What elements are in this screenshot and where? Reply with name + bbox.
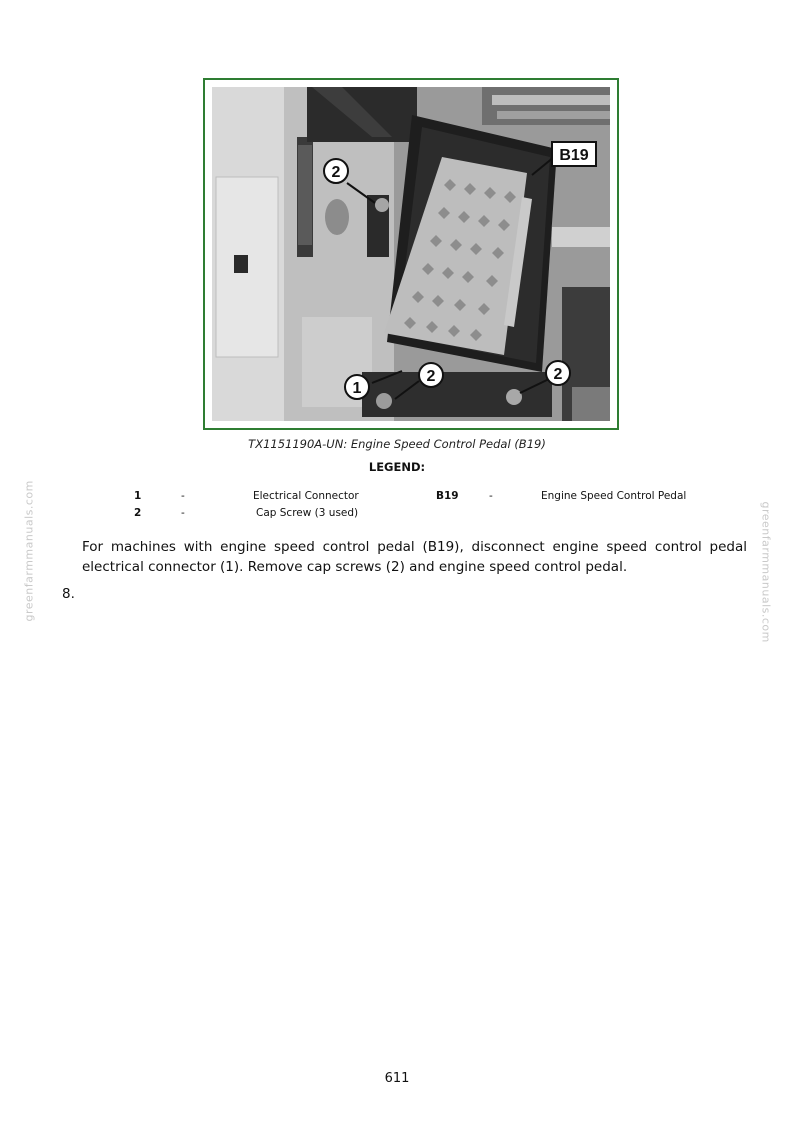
figure-caption: TX1151190A-UN: Engine Speed Control Pedal (B19)	[248, 437, 546, 451]
watermark-right: greenfarmmanuals.com	[759, 501, 773, 643]
figure-frame	[203, 78, 619, 430]
legend-dash-b19: -	[489, 490, 493, 502]
callout-b19	[552, 142, 596, 166]
legend-key-1: 1	[134, 490, 142, 502]
legend-key-2: 2	[134, 507, 142, 519]
page-number: 611	[384, 1071, 410, 1086]
callout-2-bottom-right	[546, 361, 570, 385]
callout-2-bottom-left	[419, 363, 443, 387]
callout-1	[345, 375, 369, 399]
legend-desc-b19: Engine Speed Control Pedal	[541, 490, 687, 502]
legend-desc-1: Electrical Connector	[253, 490, 359, 502]
watermark-left: greenfarmmanuals.com	[22, 480, 36, 622]
svg-text:2: 2	[426, 368, 436, 385]
legend-desc-2: Cap Screw (3 used)	[256, 507, 359, 519]
svg-text:B19: B19	[559, 147, 589, 164]
pedal-photo	[212, 87, 610, 421]
svg-text:2: 2	[331, 164, 341, 181]
step-number: 8.	[62, 586, 75, 602]
legend-key-b19: B19	[436, 490, 459, 502]
svg-text:1: 1	[352, 380, 362, 397]
instruction-paragraph: For machines with engine speed control pedal (B19), disconnect engine speed control pedal electrical connector (1). Remove cap screws (2) and engine speed control pedal.	[82, 539, 747, 575]
callout-2-top	[324, 159, 348, 183]
legend-dash-1: -	[181, 490, 185, 502]
legend-dash-2: -	[181, 507, 185, 519]
legend-title: LEGEND:	[368, 460, 426, 474]
svg-text:2: 2	[553, 366, 563, 383]
